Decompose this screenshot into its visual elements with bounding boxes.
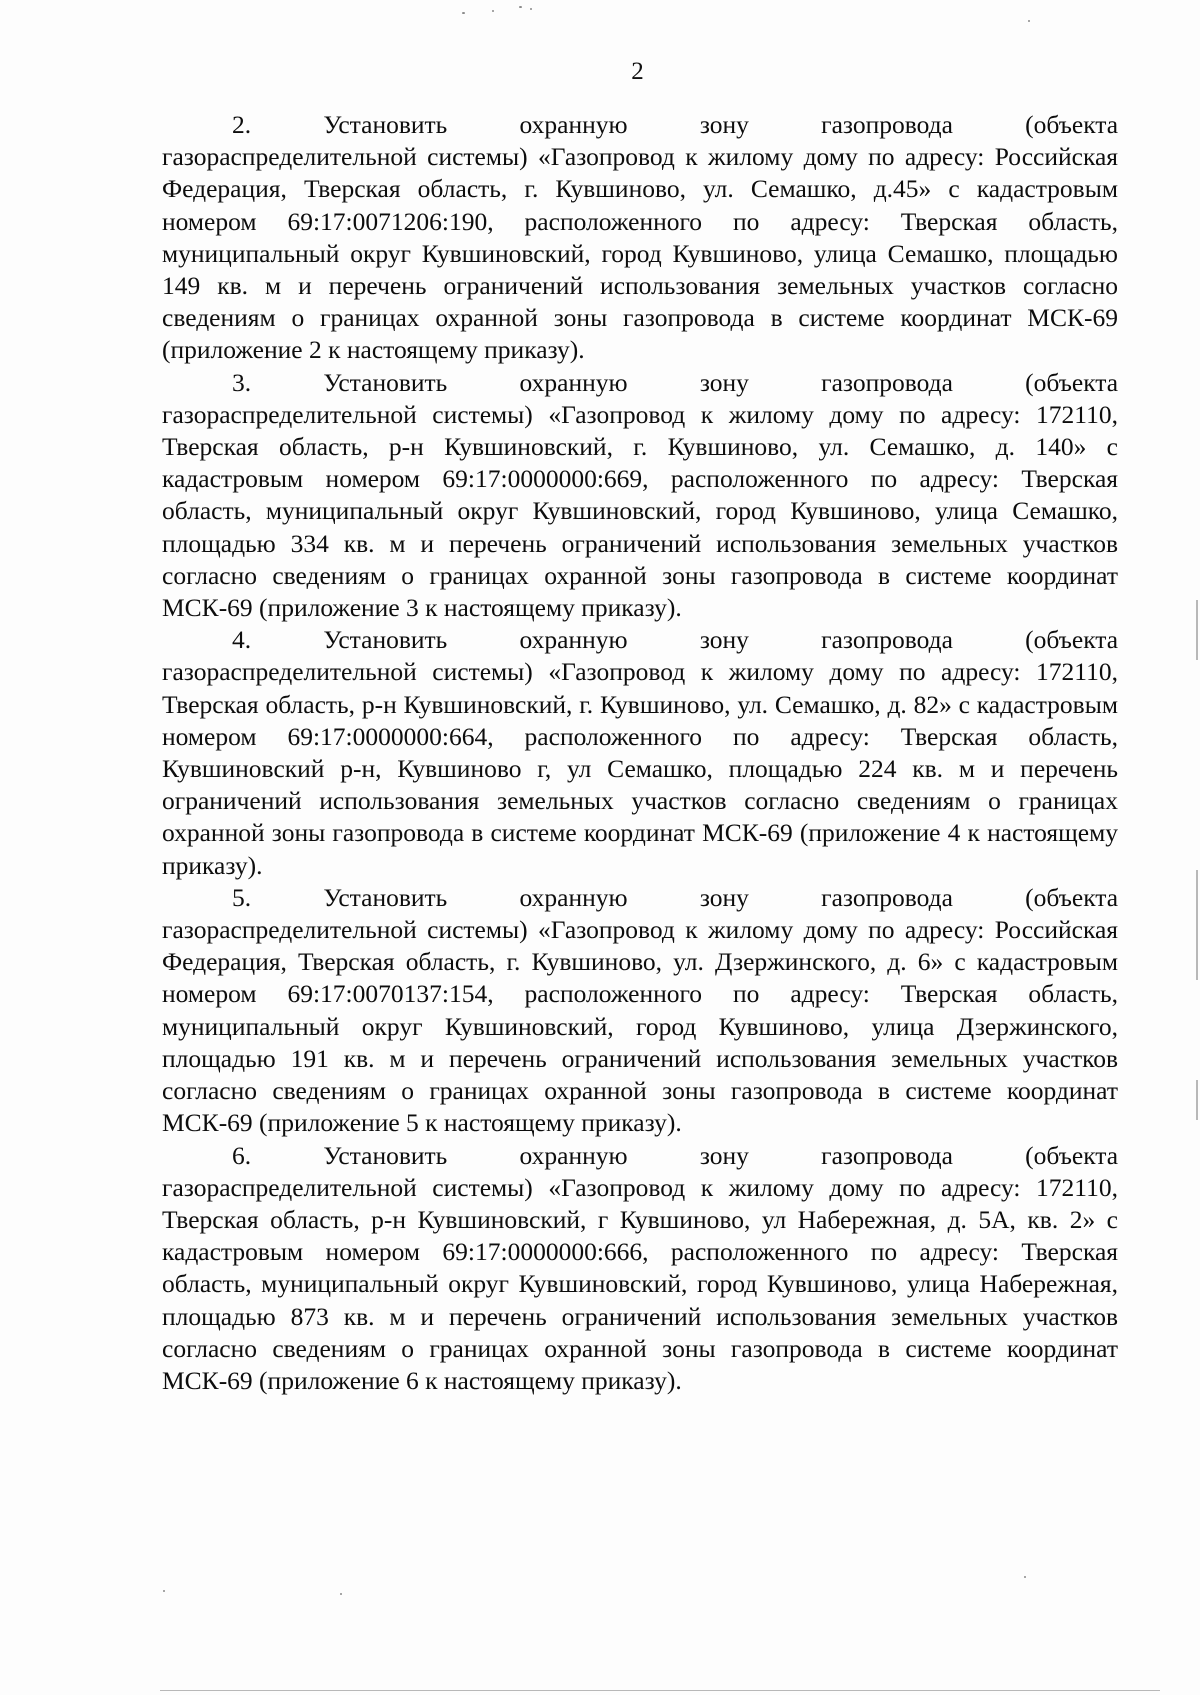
line-word: зону — [699, 110, 749, 139]
page-number: 2 — [631, 58, 644, 85]
item-number: 4. — [232, 625, 252, 655]
paragraph-first-line — [162, 367, 1118, 399]
paragraph-item-5 — [162, 882, 1118, 1140]
scan-speck — [462, 12, 465, 14]
line-word: Установить — [323, 367, 448, 397]
line-word: зону — [699, 882, 749, 912]
line-word: газопровода — [821, 882, 953, 912]
paragraph-text: газораспределительной системы) «Газопровод к жилому дому по адресу: Российская Федерация, Тверская область, г. Кувшиново, ул. Семашко, д.45» с кадастровым номером 69:17:0071206:190, расположенного по адресу: Тверская область, муниципальный округ Кувшиновский, город Кувшиново, улица Семашко, площадью 149 кв. м и перечень ограничений использования земельных участков согласно сведениям о границах охранной зоны газопровода в системе координат МСК-69 (приложение 2 к настоящему приказу). — [162, 142, 1118, 365]
item-number: 2. — [232, 110, 252, 139]
scan-edge-line — [1196, 600, 1198, 660]
scan-speck — [163, 1590, 165, 1592]
scan-speck — [519, 6, 522, 8]
scan-speck — [492, 10, 494, 12]
line-word: охранную — [519, 367, 628, 397]
line-word: Установить — [323, 882, 448, 912]
line-word: охранную — [519, 882, 628, 912]
paragraph-item-2 — [162, 109, 1118, 367]
scan-edge-line — [160, 1690, 1160, 1691]
line-word: зону — [699, 1140, 749, 1170]
scan-edge-line — [1196, 1080, 1198, 1120]
paragraph-first-line — [162, 882, 1118, 914]
line-word: охранную — [519, 1140, 628, 1170]
paragraph-text: газораспределительной системы) «Газопровод к жилому дому по адресу: 172110, Тверская область, р-н Кувшиновский, г Кувшиново, ул Набережная, д. 5А, кв. 2» с кадастровым номером 69:17:0000000:666, расположенного по адресу: Тверская область, муниципальный округ Кувшиновский, город Кувшиново, улица Набережная, площадью 873 кв. м и перечень ограничений использования земельных участков согласно сведениям о границах охранной зоны газопровода в системе координат МСК-69 (приложение 6 к настоящему приказу). — [162, 1172, 1118, 1395]
line-word: (объекта — [1025, 625, 1119, 655]
line-word: зону — [699, 625, 749, 655]
line-word: газопровода — [821, 1140, 953, 1170]
line-word: Установить — [323, 1140, 448, 1170]
item-number: 5. — [232, 882, 252, 912]
paragraph-first-line — [162, 1140, 1118, 1172]
item-number: 6. — [232, 1140, 252, 1170]
line-word: газопровода — [821, 367, 953, 397]
paragraph-text: газораспределительной системы) «Газопровод к жилому дому по адресу: 172110, Тверская область, р-н Кувшиновский, г. Кувшиново, ул. Семашко, д. 82» с кадастровым номером 69:17:0000000:664, расположенного по адресу: Тверская область, Кувшиновский р-н, Кувшиново г, ул Семашко, площадью 224 кв. м и перечень ограничений использования земельных участков согласно сведениям о границах охранной зоны газопровода в системе координат МСК-69 (приложение 4 к настоящему приказу). — [162, 657, 1118, 880]
paragraph-first-line — [162, 109, 1118, 141]
paragraph-item-6 — [162, 1140, 1118, 1398]
item-number: 3. — [232, 367, 252, 397]
paragraph-item-4 — [162, 624, 1118, 882]
line-word: Установить — [323, 625, 448, 655]
paragraph-item-3 — [162, 367, 1118, 625]
line-word: охранную — [519, 625, 628, 655]
paragraph-text: газораспределительной системы) «Газопровод к жилому дому по адресу: Российская Федерация, Тверская область, г. Кувшиново, ул. Дзержинского, д. 6» с кадастровым номером 69:17:0070137:154, расположенного по адресу: Тверская область, муниципальный округ Кувшиновский, город Кувшиново, улица Дзержинского, площадью 191 кв. м и перечень ограничений использования земельных участков согласно сведениям о границах охранной зоны газопровода в системе координат МСК-69 (приложение 5 к настоящему приказу). — [162, 915, 1118, 1138]
scan-speck — [1024, 1576, 1026, 1578]
scan-speck — [1028, 20, 1030, 22]
scan-speck — [530, 8, 532, 10]
paragraph-text: газораспределительной системы) «Газопровод к жилому дому по адресу: 172110, Тверская область, р-н Кувшиновский, г. Кувшиново, ул. Семашко, д. 140» с кадастровым номером 69:17:0000000:669, расположенного по адресу: Тверская область, муниципальный округ Кувшиновский, город Кувшиново, улица Семашко, площадью 334 кв. м и перечень ограничений использования земельных участков согласно сведениям о границах охранной зоны газопровода в системе координат МСК-69 (приложение 3 к настоящему приказу). — [162, 399, 1118, 623]
line-word: (объекта — [1025, 110, 1119, 139]
line-word: газопровода — [821, 625, 953, 655]
line-word: газопровода — [821, 110, 953, 139]
scan-edge-line — [1196, 870, 1198, 980]
line-word: зону — [699, 367, 749, 397]
line-word: (объекта — [1025, 367, 1119, 397]
scan-speck — [340, 1593, 342, 1595]
paragraph-first-line — [162, 624, 1118, 656]
line-word: Установить — [323, 110, 448, 139]
document-body — [162, 109, 1118, 1397]
line-word: (объекта — [1025, 1140, 1119, 1170]
line-word: (объекта — [1025, 882, 1119, 912]
line-word: охранную — [519, 110, 628, 139]
